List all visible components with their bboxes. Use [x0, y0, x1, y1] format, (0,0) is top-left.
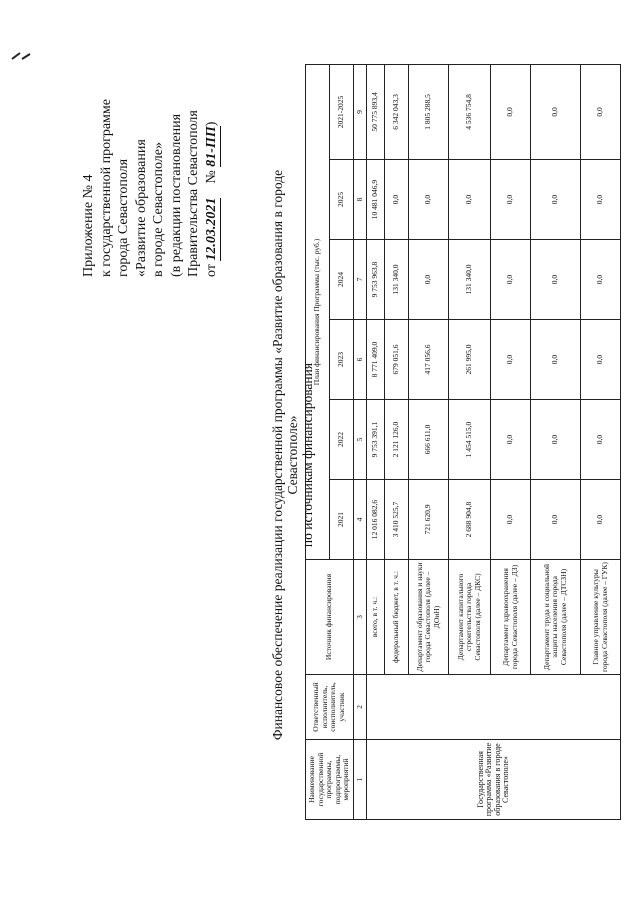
- value-cell: 1 805 288,5: [409, 64, 449, 159]
- value-cell: 8 771 409,0: [367, 320, 385, 400]
- source-cell: всего, в т. ч.:: [367, 560, 385, 675]
- value-cell: 0,0: [409, 240, 449, 320]
- value-cell: 0,0: [491, 240, 531, 320]
- value-cell: 0,0: [409, 160, 449, 240]
- value-cell: 0,0: [531, 240, 581, 320]
- value-cell: 0,0: [531, 320, 581, 400]
- col-number: 2: [353, 675, 367, 740]
- header-year: 2021-2025: [329, 64, 353, 159]
- page-edge-mark: [10, 48, 36, 66]
- value-cell: 0,0: [385, 160, 409, 240]
- scan-mark-icon: [10, 51, 36, 61]
- value-cell: 3 410 525,7: [385, 480, 409, 560]
- header-executor: Ответственный исполнитель, соисполнитель, участник: [306, 675, 354, 740]
- value-cell: 12 016 082,6: [367, 480, 385, 560]
- value-cell: 0,0: [581, 160, 621, 240]
- header-year: 2022: [329, 400, 353, 480]
- appendix-line: в городе Севастополе»: [151, 142, 166, 277]
- value-cell: 0,0: [491, 64, 531, 159]
- header-year: 2021: [329, 480, 353, 560]
- value-cell: 131 340,0: [449, 240, 491, 320]
- date-prefix: от: [203, 264, 219, 277]
- header-row: [306, 64, 330, 819]
- col-number: 6: [353, 320, 367, 400]
- value-cell: 4 536 754,8: [449, 64, 491, 159]
- appendix-line: «Развитие образования: [133, 139, 149, 277]
- value-cell: 0,0: [449, 160, 491, 240]
- value-cell: 9 753 963,8: [367, 240, 385, 320]
- value-cell: 2 688 904,8: [449, 480, 491, 560]
- value-cell: 0,0: [491, 320, 531, 400]
- appendix-line: Приложение № 4: [81, 174, 96, 277]
- header-year: 2025: [329, 160, 353, 240]
- value-cell: 261 995,0: [449, 320, 491, 400]
- title-line-1: Финансовое обеспечение реализации государственной программы «Развитие образования в городе Севастополе»: [270, 169, 300, 741]
- appendix-line: города Севастополя: [116, 158, 131, 277]
- header-year: 2023: [329, 320, 353, 400]
- value-cell: 721 620,9: [409, 480, 449, 560]
- table-row: [367, 64, 385, 819]
- value-cell: 0,0: [531, 160, 581, 240]
- value-cell: 0,0: [581, 240, 621, 320]
- col-number: 5: [353, 400, 367, 480]
- value-cell: 9 753 391,1: [367, 400, 385, 480]
- value-cell: 0,0: [491, 160, 531, 240]
- value-cell: 0,0: [531, 64, 581, 159]
- value-cell: 0,0: [531, 400, 581, 480]
- value-cell: 679 051,6: [385, 320, 409, 400]
- col-number: 7: [353, 240, 367, 320]
- source-cell: Департамент образования и науки города Севастополя (далее – ДОиН): [409, 560, 449, 675]
- header-source: Источник финансирования: [306, 560, 354, 675]
- value-cell: 50 775 893,4: [367, 64, 385, 159]
- value-cell: 0,0: [581, 320, 621, 400]
- source-cell: Департамент труда и социальной защиты населения города Севастополя (далее – ДТСЗН): [531, 560, 581, 675]
- value-cell: 0,0: [581, 400, 621, 480]
- value-cell: 666 611,0: [409, 400, 449, 480]
- appendix-line: к государственной программе: [98, 99, 114, 277]
- value-cell: 1 454 515,0: [449, 400, 491, 480]
- value-cell: 0,0: [491, 480, 531, 560]
- header-plan: План финансирования Программы (тыс. руб.): [306, 64, 330, 559]
- value-cell: 0,0: [531, 480, 581, 560]
- financing-table: [305, 64, 621, 820]
- resolution-date: 12.03.2021: [203, 198, 222, 261]
- value-cell: 6 342 043,3: [385, 64, 409, 159]
- source-cell: Главное управление культуры города Севастополя (далее – ГУК): [581, 560, 621, 675]
- value-cell: 2 121 126,0: [385, 400, 409, 480]
- program-name-cell: Государственная программа «Развитие образования в городе Севастополе»: [367, 740, 621, 820]
- appendix-line: Правительства Севастополя: [186, 110, 201, 277]
- column-numbers-row: [353, 64, 367, 819]
- executor-cell: [367, 675, 621, 740]
- source-cell: Департамент здравоохранения города Севастополя (далее – ДЗ): [491, 560, 531, 675]
- value-cell: 0,0: [491, 400, 531, 480]
- value-cell: 417 056,6: [409, 320, 449, 400]
- col-number: 8: [353, 160, 367, 240]
- resolution-number: 81-ПП: [203, 126, 222, 166]
- col-number: 4: [353, 480, 367, 560]
- source-cell: Департамент капитального строительства города Севастополя (далее – ДКС): [449, 560, 491, 675]
- appendix-block: [80, 27, 221, 277]
- header-name: Наименование государственной программы, подпрограммы, мероприятий: [306, 740, 354, 820]
- number-prefix: №: [203, 170, 219, 184]
- col-number: 3: [353, 560, 367, 675]
- header-year: 2024: [329, 240, 353, 320]
- value-cell: 131 340,0: [385, 240, 409, 320]
- appendix-date-line: от 12.03.2021 № 81-ПП): [203, 27, 222, 277]
- appendix-line: (в редакции постановления: [168, 113, 184, 277]
- value-cell: 10 481 046,9: [367, 160, 385, 240]
- col-number: 1: [353, 740, 367, 820]
- source-cell: федеральный бюджет, в т. ч.:: [385, 560, 409, 675]
- title-line-2: по источникам финансирования: [300, 362, 315, 548]
- value-cell: 0,0: [581, 480, 621, 560]
- value-cell: 0,0: [581, 64, 621, 159]
- col-number: 9: [353, 64, 367, 159]
